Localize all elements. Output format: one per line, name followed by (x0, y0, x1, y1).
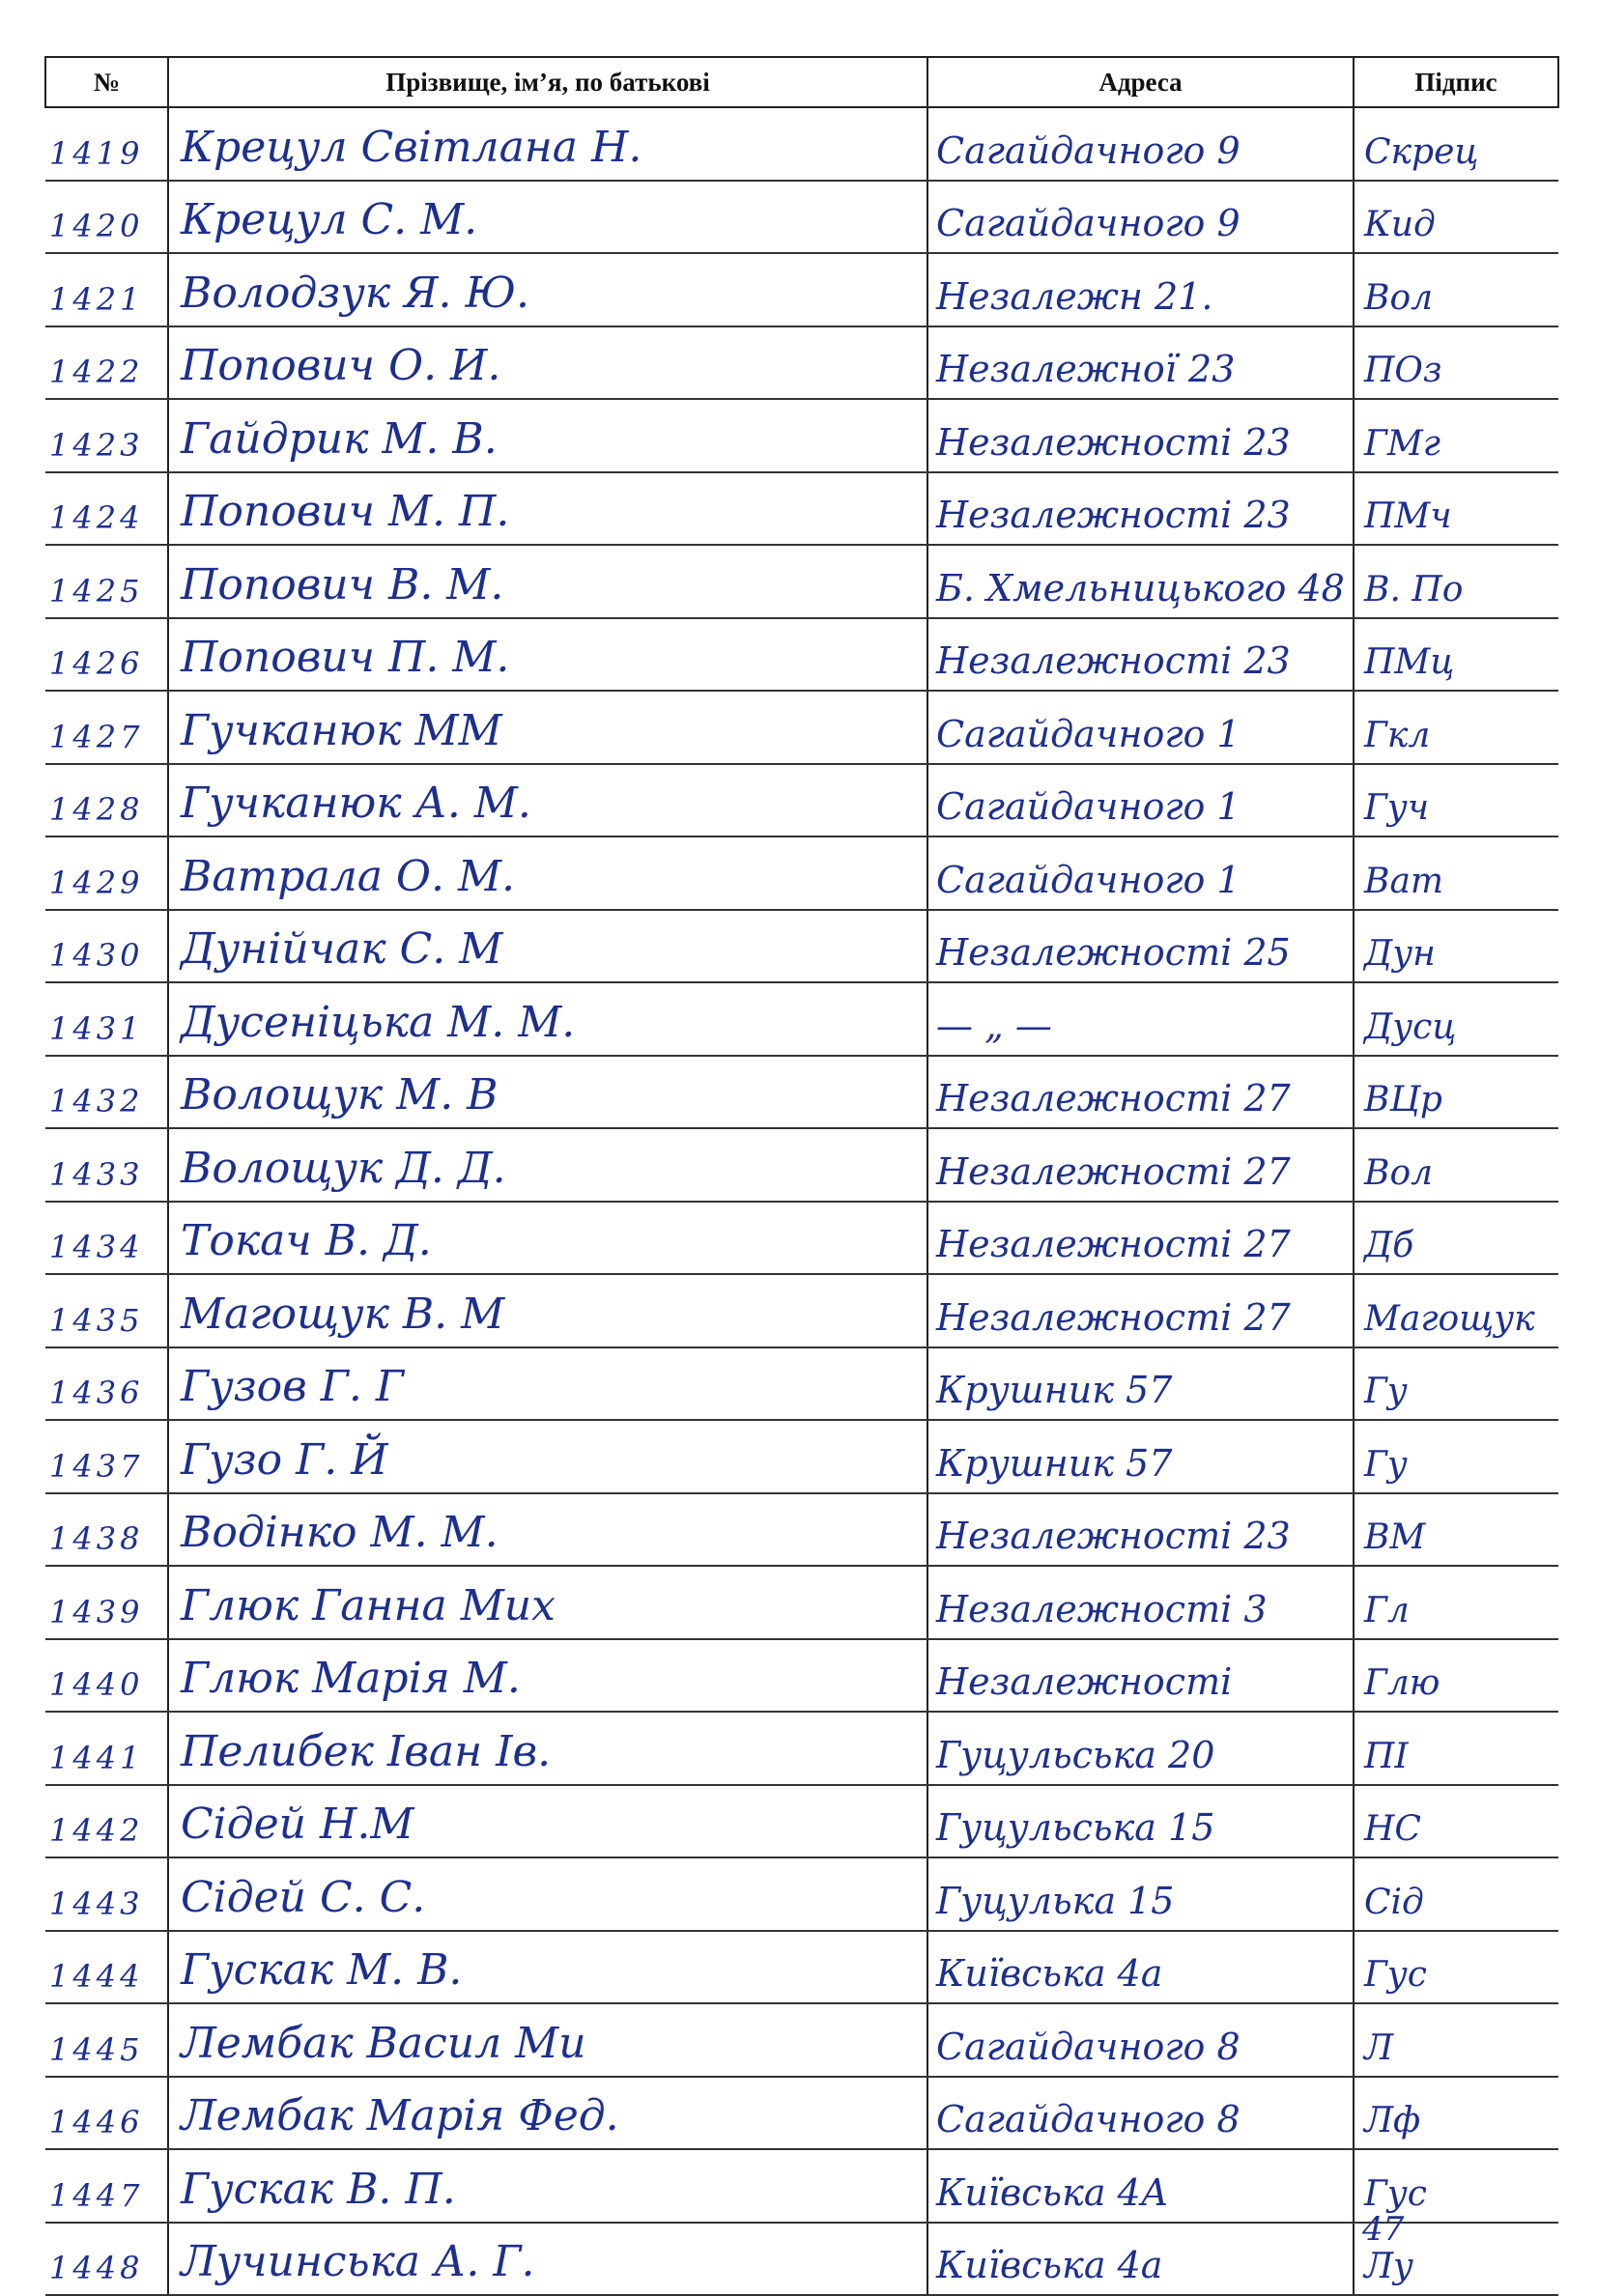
signature: Вол (1364, 277, 1434, 318)
name-cell (168, 181, 927, 254)
name-cell (168, 2077, 927, 2150)
address: Київська 4а (936, 2244, 1163, 2286)
signature: Гу (1364, 1372, 1408, 1411)
signature-cell (1354, 982, 1558, 1056)
address: Гуцульська 15 (936, 1806, 1215, 1849)
signature: Дусц (1364, 1006, 1457, 1047)
address: Сагайдачного 8 (936, 2098, 1241, 2140)
table-row (45, 910, 1558, 983)
name-cell (168, 982, 927, 1056)
full-name: Токач В. Д. (181, 1216, 432, 1265)
address: Сагайдачного 1 (936, 858, 1241, 901)
full-name: Гучканюк ММ (181, 705, 502, 755)
address-cell (927, 1128, 1354, 1202)
table-row (45, 764, 1558, 837)
row-number: 1443 (49, 1885, 144, 1922)
address: Незалежності (936, 1660, 1233, 1703)
table-row (45, 618, 1558, 692)
full-name: Сідей Н.М (181, 1800, 414, 1849)
table-row (45, 253, 1558, 326)
full-name: Попович М. П. (181, 487, 510, 536)
row-number-cell (45, 107, 168, 181)
address: Сагайдачного 8 (936, 2025, 1241, 2068)
address-cell (927, 107, 1354, 181)
name-cell (168, 1566, 927, 1639)
row-number-cell (45, 2223, 168, 2296)
signature: Л (1364, 2027, 1394, 2068)
table-row (45, 836, 1558, 910)
address-cell (927, 910, 1354, 983)
row-number: 1422 (49, 354, 144, 390)
signature-cell (1354, 1056, 1558, 1129)
full-name: Водінко М. М. (181, 1508, 499, 1557)
address-cell (927, 1274, 1354, 1347)
name-cell (168, 1639, 927, 1713)
full-name: Попович В. М. (181, 559, 504, 609)
signature-cell (1354, 545, 1558, 618)
address: Гуцулька 15 (936, 1879, 1175, 1922)
address-cell (927, 982, 1354, 1056)
address: — „ — (936, 1004, 1052, 1047)
full-name: Крецул Світлана Н. (181, 122, 642, 172)
row-number-cell (45, 618, 168, 692)
table-row (45, 1493, 1558, 1567)
signature: Глю (1364, 1663, 1440, 1703)
signature: ГМг (1364, 423, 1440, 464)
address-cell (927, 2149, 1354, 2223)
signature-cell (1354, 1785, 1558, 1858)
name-cell (168, 472, 927, 546)
address: Незалежності 23 (936, 494, 1291, 536)
signature-cell (1354, 253, 1558, 326)
row-number: 1442 (49, 1812, 144, 1849)
address-cell (927, 399, 1354, 472)
row-number-cell (45, 326, 168, 400)
table-row (45, 1347, 1558, 1421)
table-row (45, 2149, 1558, 2223)
address-cell (927, 1712, 1354, 1785)
address-cell (927, 2077, 1354, 2150)
row-number: 1421 (49, 280, 144, 318)
address-cell (927, 326, 1354, 400)
signature: Дб (1364, 1226, 1414, 1265)
row-number: 1424 (49, 499, 144, 536)
table-row (45, 326, 1558, 400)
row-number: 1430 (49, 937, 144, 974)
address: Київська 4а (936, 1952, 1163, 1995)
signature: Гуч (1364, 788, 1430, 828)
row-number: 1441 (49, 1739, 144, 1776)
row-number-cell (45, 545, 168, 618)
address: Сагайдачного 9 (936, 202, 1241, 244)
address: Сагайдачного 1 (936, 712, 1241, 755)
signature-cell (1354, 1274, 1558, 1347)
row-number-cell (45, 2003, 168, 2077)
signature-cell (1354, 326, 1558, 400)
row-number: 1426 (49, 645, 144, 682)
full-name: Лембак Марія Фед. (181, 2091, 619, 2140)
row-number-cell (45, 472, 168, 546)
name-cell (168, 1493, 927, 1567)
page-number: 47 (1362, 2210, 1405, 2249)
row-number-cell (45, 181, 168, 254)
row-number: 1438 (49, 1520, 144, 1557)
signature-cell (1354, 1493, 1558, 1567)
full-name: Гайдрик М. В. (181, 413, 498, 464)
column-header-name: Прізвище, ім’я, по батькові (168, 57, 927, 107)
signature: ПІ (1364, 1736, 1409, 1776)
full-name: Пелибек Іван Ів. (181, 1726, 552, 1776)
table-row (45, 1202, 1558, 1275)
signature-cell (1354, 1420, 1558, 1493)
row-number: 1433 (49, 1155, 144, 1193)
column-header-address: Адреса (927, 57, 1354, 107)
address-cell (927, 1785, 1354, 1858)
full-name: Магощук В. М (181, 1289, 505, 1339)
name-cell (168, 691, 927, 764)
row-number-cell (45, 1931, 168, 2004)
address: Б. Хмельницького 48 (936, 566, 1345, 609)
address-cell (927, 1347, 1354, 1421)
signature: Дун (1364, 934, 1436, 974)
table-row (45, 1420, 1558, 1493)
address: Гуцульська 20 (936, 1733, 1215, 1776)
name-cell (168, 1202, 927, 1275)
row-number: 1445 (49, 2030, 144, 2068)
name-cell (168, 545, 927, 618)
signature: ПОз (1364, 351, 1442, 390)
address-cell (927, 836, 1354, 910)
name-cell (168, 1056, 927, 1129)
signature-cell (1354, 181, 1558, 254)
table-row (45, 2223, 1558, 2296)
address-cell (927, 2223, 1354, 2296)
full-name: Гучканюк А. М. (181, 779, 531, 828)
name-cell (168, 1128, 927, 1202)
name-cell (168, 836, 927, 910)
table-row (45, 1274, 1558, 1347)
table-header-row (45, 57, 1558, 107)
address: Незалежної 23 (936, 348, 1236, 390)
name-cell (168, 2223, 927, 2296)
signature: Гус (1364, 2173, 1427, 2214)
row-number: 1448 (49, 2250, 144, 2286)
table-row (45, 1931, 1558, 2004)
full-name: Гузов Г. Г (181, 1362, 404, 1411)
full-name: Ватрала О. М. (181, 851, 516, 901)
table-row (45, 1056, 1558, 1129)
signature: Гкл (1364, 715, 1431, 755)
signature: Гус (1364, 1955, 1427, 1995)
signature-cell (1354, 691, 1558, 764)
row-number-cell (45, 2077, 168, 2150)
row-number: 1427 (49, 718, 144, 755)
signature: ПМч (1364, 496, 1452, 536)
address-cell (927, 691, 1354, 764)
row-number-cell (45, 1056, 168, 1129)
address-cell (927, 1857, 1354, 1931)
address: Незалежності 3 (936, 1587, 1268, 1630)
name-cell (168, 326, 927, 400)
signature-cell (1354, 1931, 1558, 2004)
row-number-cell (45, 1493, 168, 1567)
signature: Вол (1364, 1152, 1434, 1193)
row-number-cell (45, 1128, 168, 1202)
name-cell (168, 1785, 927, 1858)
signature-cell (1354, 1347, 1558, 1421)
signature: Ват (1364, 861, 1444, 901)
address-cell (927, 472, 1354, 546)
row-number: 1437 (49, 1447, 144, 1485)
address: Крушник 57 (936, 1369, 1173, 1411)
address: Незалежності 25 (936, 931, 1291, 974)
row-number: 1428 (49, 791, 144, 828)
signature-cell (1354, 1712, 1558, 1785)
table-row (45, 1566, 1558, 1639)
table-row (45, 1857, 1558, 1931)
row-number-cell (45, 836, 168, 910)
table-row (45, 107, 1558, 181)
name-cell (168, 910, 927, 983)
signature-cell (1354, 618, 1558, 692)
signature-cell (1354, 1857, 1558, 1931)
table-row (45, 2077, 1558, 2150)
full-name: Дусеніцька М. М. (181, 997, 576, 1047)
address: Сагайдачного 9 (936, 128, 1241, 172)
row-number-cell (45, 1712, 168, 1785)
row-number-cell (45, 2149, 168, 2223)
address: Незалежності 27 (936, 1077, 1291, 1120)
address-cell (927, 1639, 1354, 1713)
full-name: Володзук Я. Ю. (181, 268, 530, 318)
signature: Гл (1364, 1590, 1410, 1630)
row-number: 1436 (49, 1375, 144, 1411)
full-name: Глюк Марія М. (181, 1654, 521, 1703)
row-number-cell (45, 1785, 168, 1858)
address: Незалежності 23 (936, 1515, 1291, 1557)
signature-cell (1354, 836, 1558, 910)
signature-cell (1354, 2003, 1558, 2077)
name-cell (168, 2149, 927, 2223)
full-name: Гускак М. В. (181, 1945, 463, 1995)
row-number: 1432 (49, 1083, 144, 1120)
table-row (45, 1128, 1558, 1202)
name-cell (168, 107, 927, 181)
table-row (45, 1785, 1558, 1858)
full-name: Глюк Ганна Мих (181, 1580, 556, 1630)
row-number: 1429 (49, 864, 144, 901)
signature: Сід (1364, 1882, 1424, 1922)
row-number: 1419 (49, 134, 144, 172)
table-row (45, 982, 1558, 1056)
row-number: 1439 (49, 1593, 144, 1630)
address-cell (927, 1202, 1354, 1275)
address-cell (927, 764, 1354, 837)
address-cell (927, 1493, 1354, 1567)
name-cell (168, 1857, 927, 1931)
row-number-cell (45, 910, 168, 983)
name-cell (168, 1420, 927, 1493)
row-number: 1423 (49, 426, 144, 464)
row-number-cell (45, 1202, 168, 1275)
signature: Магощук (1364, 1298, 1535, 1339)
address: Крушник 57 (936, 1441, 1173, 1485)
signature: Лф (1364, 2101, 1421, 2140)
signature-cell (1354, 1202, 1558, 1275)
row-number: 1435 (49, 1301, 144, 1339)
signature-cell (1354, 472, 1558, 546)
row-number-cell (45, 253, 168, 326)
table-row (45, 399, 1558, 472)
name-cell (168, 253, 927, 326)
row-number: 1444 (49, 1958, 144, 1995)
full-name: Дунійчак С. М (181, 924, 503, 974)
row-number: 1420 (49, 208, 144, 244)
signature: Кид (1364, 205, 1436, 244)
signature: ВМ (1364, 1517, 1426, 1557)
signature-cell (1354, 107, 1558, 181)
row-number-cell (45, 1274, 168, 1347)
full-name: Гузо Г. Й (181, 1434, 388, 1485)
column-header-number: № (45, 57, 168, 107)
signature-register-table (44, 56, 1559, 2296)
row-number: 1447 (49, 2176, 144, 2214)
table-row (45, 472, 1558, 546)
name-cell (168, 399, 927, 472)
signature-cell (1354, 764, 1558, 837)
row-number-cell (45, 399, 168, 472)
address-cell (927, 253, 1354, 326)
name-cell (168, 1712, 927, 1785)
signature-cell (1354, 1639, 1558, 1713)
name-cell (168, 1347, 927, 1421)
table-row (45, 1712, 1558, 1785)
row-number-cell (45, 1857, 168, 1931)
table-body (45, 107, 1558, 2295)
row-number-cell (45, 1347, 168, 1421)
address-cell (927, 1931, 1354, 2004)
address: Незалежності 23 (936, 639, 1291, 682)
signature: ПМц (1364, 642, 1455, 682)
name-cell (168, 618, 927, 692)
address-cell (927, 1566, 1354, 1639)
row-number: 1431 (49, 1009, 144, 1047)
signature-cell (1354, 1128, 1558, 1202)
column-header-signature: Підпис (1354, 57, 1558, 107)
name-cell (168, 2003, 927, 2077)
address-cell (927, 618, 1354, 692)
table-row (45, 2003, 1558, 2077)
row-number: 1446 (49, 2104, 144, 2140)
full-name: Лучинська А. Г. (181, 2237, 535, 2286)
row-number-cell (45, 764, 168, 837)
address: Незалежності 23 (936, 420, 1291, 464)
address: Незалежності 27 (936, 1149, 1291, 1193)
full-name: Волощук М. В (181, 1070, 499, 1120)
signature: Гу (1364, 1444, 1408, 1485)
row-number-cell (45, 1639, 168, 1713)
full-name: Попович П. М. (181, 633, 510, 682)
row-number: 1425 (49, 572, 144, 609)
address: Київська 4А (936, 2170, 1169, 2214)
address-cell (927, 545, 1354, 618)
signature: Скрец (1364, 131, 1479, 172)
table-row (45, 181, 1558, 254)
name-cell (168, 764, 927, 837)
table-row (45, 1639, 1558, 1713)
signature-cell (1354, 399, 1558, 472)
address-cell (927, 181, 1354, 254)
full-name: Волощук Д. Д. (181, 1143, 506, 1193)
signature: ВЦр (1364, 1080, 1442, 1120)
name-cell (168, 1931, 927, 2004)
row-number: 1440 (49, 1666, 144, 1703)
row-number-cell (45, 1566, 168, 1639)
address: Незалежності 27 (936, 1295, 1291, 1339)
signature: Лу (1364, 2247, 1413, 2286)
address-cell (927, 1420, 1354, 1493)
full-name: Лембак Васил Ми (181, 2018, 586, 2068)
row-number-cell (45, 691, 168, 764)
full-name: Гускак В. П. (181, 2164, 456, 2214)
address: Сагайдачного 1 (936, 785, 1241, 828)
signature: В. По (1364, 569, 1464, 609)
row-number-cell (45, 982, 168, 1056)
row-number-cell (45, 1420, 168, 1493)
signature-cell (1354, 910, 1558, 983)
address-cell (927, 1056, 1354, 1129)
signature: НС (1364, 1809, 1421, 1849)
table-row (45, 545, 1558, 618)
full-name: Крецул С. М. (181, 195, 478, 244)
full-name: Сідей С. С. (181, 1872, 426, 1922)
address-cell (927, 2003, 1354, 2077)
address: Незалежності 27 (936, 1223, 1291, 1265)
name-cell (168, 1274, 927, 1347)
address: Незалежн 21. (936, 274, 1213, 318)
row-number: 1434 (49, 1229, 144, 1265)
full-name: Попович О. И. (181, 341, 501, 390)
signature-cell (1354, 1566, 1558, 1639)
signature-cell (1354, 2077, 1558, 2150)
table-row (45, 691, 1558, 764)
